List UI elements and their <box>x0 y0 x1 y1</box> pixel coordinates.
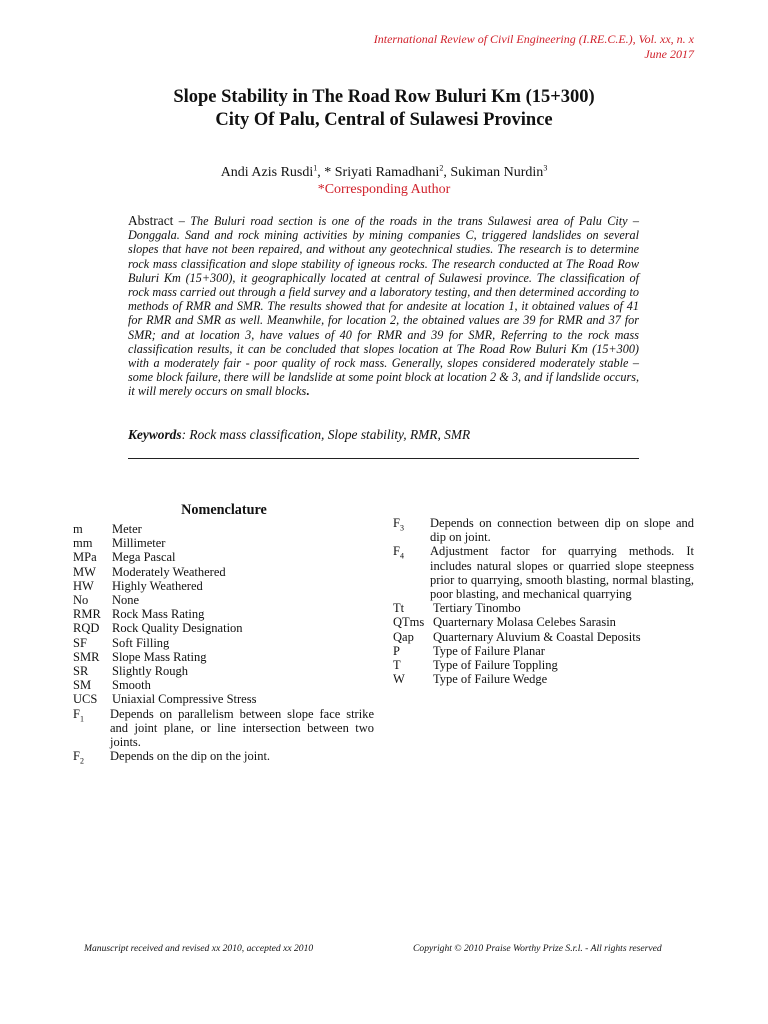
nomenclature-entry <box>393 672 694 686</box>
nomenclature-title: Nomenclature <box>181 502 267 518</box>
nomenclature-symbol: QTms <box>393 615 425 630</box>
abstract-label: Abstract <box>128 213 174 228</box>
nomenclature-symbol: SM <box>73 678 92 693</box>
nomenclature-symbol: MPa <box>73 550 97 565</box>
nomenclature-symbol: HW <box>73 578 94 593</box>
nomenclature-symbol: SF <box>73 635 87 650</box>
nomenclature-symbol <box>73 749 110 766</box>
nomenclature-symbol <box>393 516 430 544</box>
nomenclature-entry <box>393 544 694 601</box>
nomenclature-definition: Quarternary Molasa Celebes Sarasin <box>433 615 616 630</box>
nomenclature-entry <box>73 593 374 607</box>
nomenclature-definition: Tertiary Tinombo <box>433 601 521 616</box>
symbol-subscript: 3 <box>399 523 404 533</box>
nomenclature-definition: Type of Failure Planar <box>433 643 545 658</box>
nomenclature-symbol: mm <box>73 536 93 551</box>
nomenclature-symbol: SR <box>73 664 89 679</box>
nomenclature-definition: Depends on parallelism between slope face strike and joint plane, or line intersection between two joints. <box>110 706 374 750</box>
nomenclature-symbol: MW <box>73 564 96 579</box>
nomenclature-symbol <box>73 707 110 750</box>
nomenclature-symbol: Qap <box>393 629 414 644</box>
nomenclature-entry <box>73 664 374 678</box>
nomenclature-definition: Soft Filling <box>112 635 170 650</box>
author-2-affiliation: 2 <box>439 163 444 173</box>
symbol-base: F <box>73 749 80 764</box>
symbol-subscript: 4 <box>399 551 404 561</box>
copyright-notice: Copyright © 2010 Praise Worthy Prize S.r.l. - All rights reserved <box>413 943 662 954</box>
symbol-subscript: 2 <box>79 756 84 766</box>
nomenclature-entry <box>73 607 374 621</box>
nomenclature-entry <box>73 749 374 766</box>
nomenclature-right-column <box>393 516 694 686</box>
nomenclature-entry <box>393 516 694 544</box>
title-line-2: City Of Palu, Central of Sulawesi Province <box>215 110 553 130</box>
nomenclature-entry <box>393 644 694 658</box>
abstract-dash: – <box>173 214 191 228</box>
author-2: Sriyati Ramadhani <box>334 165 440 180</box>
symbol-base: F <box>73 706 80 721</box>
nomenclature-definition: Uniaxial Compressive Stress <box>112 692 257 707</box>
nomenclature-entry <box>393 658 694 672</box>
paper-title <box>0 86 768 132</box>
nomenclature-definition: Slope Mass Rating <box>112 649 207 664</box>
nomenclature-entry <box>73 579 374 593</box>
nomenclature-entry <box>73 692 374 706</box>
nomenclature-entry <box>73 550 374 564</box>
nomenclature-entry <box>73 536 374 550</box>
keywords-label: Keywords <box>128 427 182 442</box>
nomenclature-symbol: P <box>393 643 400 658</box>
nomenclature-entry <box>73 636 374 650</box>
nomenclature-entry <box>393 615 694 629</box>
author-1: Andi Azis Rusdi <box>220 165 314 180</box>
nomenclature-definition: Meter <box>112 522 142 536</box>
nomenclature-entry <box>73 522 374 536</box>
nomenclature-entry <box>73 678 374 692</box>
nomenclature-entry <box>73 650 374 664</box>
nomenclature-definition: Rock Quality Designation <box>112 621 243 636</box>
nomenclature-definition: Moderately Weathered <box>112 564 226 579</box>
corresponding-author-note: *Corresponding Author <box>317 182 451 197</box>
nomenclature-symbol <box>393 544 430 601</box>
nomenclature-definition: Slightly Rough <box>112 664 189 679</box>
nomenclature-entry <box>73 565 374 579</box>
nomenclature-definition: Quarternary Aluvium & Coastal Deposits <box>433 629 641 644</box>
nomenclature-symbol: RMR <box>73 607 101 622</box>
author-1-affiliation: 1 <box>313 163 318 173</box>
author-separator: , * <box>317 165 335 180</box>
nomenclature-entry <box>393 630 694 644</box>
author-3-affiliation: 3 <box>543 163 548 173</box>
symbol-base: F <box>393 516 400 530</box>
symbol-subscript: 1 <box>79 714 84 724</box>
manuscript-dates: Manuscript received and revised xx 2010, accepted xx 2010 <box>84 943 314 954</box>
nomenclature-definition: Smooth <box>112 678 151 693</box>
nomenclature-symbol: UCS <box>73 692 98 707</box>
nomenclature-entry <box>393 601 694 615</box>
nomenclature-symbol: SMR <box>73 649 100 664</box>
title-line-1: Slope Stability in The Road Row Buluri Km (15+300) <box>173 87 595 107</box>
nomenclature-definition: Rock Mass Rating <box>112 607 205 622</box>
author-3: Sukiman Nurdin <box>450 165 544 180</box>
nomenclature-symbol: Tt <box>393 601 405 616</box>
nomenclature-symbol: No <box>73 593 89 608</box>
nomenclature-definition: Type of Failure Wedge <box>433 672 548 687</box>
nomenclature-definition: Mega Pascal <box>112 550 176 565</box>
journal-date: June 2017 <box>644 47 694 61</box>
symbol-base: F <box>393 544 400 559</box>
nomenclature-symbol: T <box>393 658 401 673</box>
nomenclature-definition: Depends on the dip on the joint. <box>110 749 271 764</box>
nomenclature-definition: Depends on connection between dip on slope and dip on joint. <box>430 516 694 545</box>
nomenclature-symbol: m <box>73 522 83 536</box>
abstract <box>128 214 639 399</box>
nomenclature-definition: Highly Weathered <box>112 578 203 593</box>
nomenclature-definition: Type of Failure Toppling <box>433 658 558 673</box>
section-divider <box>128 458 639 459</box>
journal-citation: International Review of Civil Engineering (I.RE.C.E.), Vol. xx, n. x <box>373 32 694 46</box>
nomenclature-entry <box>73 621 374 635</box>
nomenclature-entry <box>73 707 374 750</box>
nomenclature-symbol: W <box>393 672 405 687</box>
abstract-end: . <box>306 384 310 399</box>
nomenclature-definition: Millimeter <box>112 536 166 551</box>
author-separator: , <box>443 165 451 180</box>
nomenclature-definition: Adjustment factor for quarrying methods. It includes natural slopes or quarried slope steepness prior to quarrying, smooth blasting, normal blasting, poor blasting, and mechanical quarrying <box>430 544 694 602</box>
keywords-text: : Rock mass classification, Slope stability, RMR, SMR <box>181 427 471 442</box>
keywords <box>128 427 470 443</box>
nomenclature-symbol: RQD <box>73 621 100 636</box>
author-list <box>0 164 768 198</box>
journal-header <box>374 32 694 62</box>
abstract-text: The Buluri road section is one of the roads in the trans Sulawesi area of Palu City – Donggala. Sand and rock mining activities by mining companies C, triggered landslides on several slopes that have not been repaired, and without any geotechnical studies. The research is to determine rock mass classification and slope stability of igneous rocks. The research conducted at The Road Row Buluri Km (15+300), it geographically located at central of Sulawesi province. The classification of rock mass carried out through a field survey and a laboratory testing, and then determined according to methods of RMR and SMR. The results showed that for andesite at location 1, it obtained values of 41 for RMR and SMR as well. Meanwhile, for location 2, the obtained values are 39 for RMR and 37 for SMR; and at location 3, have values of 40 for RMR and 39 for SMR, Referring to the rock mass classification results, it can be concluded that slopes location at The Road Row Buluri Km (15+300) with a moderately fair - poor quality of rock mass. Generally, slopes considered moderately stable – some block failure, there will be landslide at some point block at location 2 & 3, and if landslide occurs, it will merely occurs on small blocks <box>128 214 640 399</box>
nomenclature-definition: None <box>112 593 140 608</box>
nomenclature-left-column <box>73 522 374 766</box>
